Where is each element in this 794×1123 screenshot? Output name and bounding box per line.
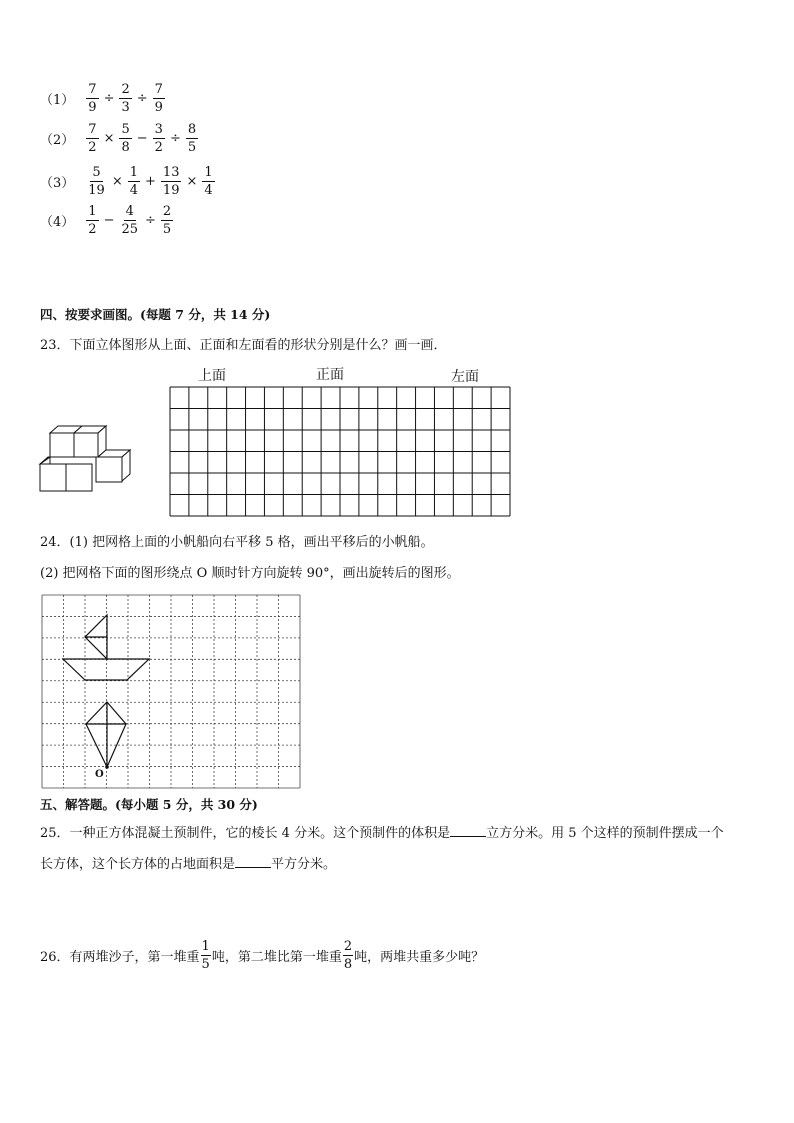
question-24-part-1: 24．(1) 把网格上面的小帆船向右平移 5 格，画出平移后的小帆船。 <box>40 535 434 550</box>
cube-front-face <box>50 433 74 457</box>
denominator: 5 <box>187 139 197 155</box>
fraction <box>128 166 140 197</box>
transform-grid <box>41 594 301 789</box>
calc-label: （3） <box>40 175 75 191</box>
cube-solid-figure <box>36 420 136 496</box>
fraction <box>119 83 131 114</box>
question-24-part-2: (2) 把网格下面的图形绕点 O 顺时针方向旋转 90°，画出旋转后的图形。 <box>40 566 460 581</box>
cube-front-face <box>40 464 66 491</box>
fraction-two-eighths: $\frac{2}{8}$ <box>343 939 353 972</box>
fraction <box>86 123 98 154</box>
numerator: 8 <box>187 121 197 137</box>
point-o-label: O <box>95 769 104 780</box>
numerator: 5 <box>92 164 101 180</box>
question-25-line-1 <box>40 822 724 841</box>
denominator: 4 <box>204 182 213 198</box>
operator: ÷ <box>136 90 148 106</box>
calc-label: （4） <box>40 214 75 230</box>
fraction-one-fifth: $\frac{1}{5}$ <box>201 939 210 972</box>
question-26-text-a: 26．有两堆沙子，第一堆重 <box>40 950 200 965</box>
fraction <box>186 123 198 154</box>
operator: ÷ <box>145 212 156 228</box>
fraction <box>153 83 165 114</box>
view-drawing-grid <box>169 386 512 517</box>
operator: − <box>136 130 148 146</box>
fraction <box>86 205 98 236</box>
cube-front-face <box>74 433 98 457</box>
operator: × <box>111 173 123 189</box>
denominator: 19 <box>88 182 105 198</box>
numerator: 1 <box>88 203 97 219</box>
denominator: 8 <box>121 139 130 155</box>
section-4-heading: 四、按要求画图。(每题 7 分，共 14 分) <box>40 307 271 322</box>
calc-expression <box>40 161 217 201</box>
fraction <box>86 83 98 114</box>
point-o-marker <box>105 765 109 769</box>
fraction <box>86 166 107 197</box>
answer-blank-volume[interactable] <box>450 836 486 837</box>
cube-front-face <box>96 457 122 482</box>
question-25-line-2 <box>40 853 336 872</box>
view-label-top: 上面 <box>198 368 226 384</box>
operator: × <box>103 130 115 146</box>
question-25-text-d: 平方分米。 <box>271 857 337 872</box>
fraction <box>202 166 214 197</box>
question-26 <box>40 940 484 971</box>
calc-label: （2） <box>40 132 75 148</box>
denominator: 9 <box>154 99 163 115</box>
numerator: 4 <box>125 203 134 219</box>
section-5-heading: 五、解答题。(每小题 5 分，共 30 分) <box>40 797 258 812</box>
view-label-front: 正面 <box>316 367 344 383</box>
calc-expression <box>40 78 167 118</box>
fraction <box>153 123 165 154</box>
denominator: 2 <box>154 139 163 155</box>
cube-front-face <box>66 464 92 491</box>
fraction <box>161 205 173 236</box>
denominator: 25 <box>121 221 139 237</box>
numerator: 7 <box>88 81 97 97</box>
denominator: 4 <box>129 182 139 198</box>
operator: × <box>186 173 198 189</box>
denominator: 19 <box>162 182 180 198</box>
fraction <box>119 123 131 154</box>
answer-blank-area[interactable] <box>235 867 271 868</box>
numerator: 7 <box>154 81 163 97</box>
view-label-left: 左面 <box>451 369 479 385</box>
numerator: 13 <box>162 164 180 180</box>
operator: ÷ <box>169 130 181 146</box>
question-23: 23．下面立体图形从上面、正面和左面看的形状分别是什么？画一画． <box>40 338 447 353</box>
question-26-text-b: 吨，第二堆比第一堆重 <box>211 950 342 965</box>
calc-expression <box>40 200 175 240</box>
fraction <box>119 205 140 236</box>
denominator: 3 <box>121 99 130 115</box>
numerator: 7 <box>88 121 97 137</box>
denominator: 2 <box>88 139 97 155</box>
fraction <box>161 166 182 197</box>
operator: ÷ <box>103 90 115 106</box>
denominator: 5 <box>162 221 172 237</box>
numerator: 1 <box>129 164 139 180</box>
question-26-text-c: 吨，两堆共重多少吨？ <box>354 950 485 965</box>
numerator: 1 <box>204 164 213 180</box>
kite-shape <box>86 702 126 767</box>
question-25-text-a: 25．一种正方体混凝土预制件，它的棱长 4 分米。这个预制件的体积是 <box>40 826 451 841</box>
sailboat-hull <box>63 659 149 680</box>
denominator: 9 <box>88 99 97 115</box>
numerator: 5 <box>121 121 130 137</box>
numerator: 2 <box>121 81 130 97</box>
denominator: 2 <box>88 221 97 237</box>
calc-label: （1） <box>40 92 75 108</box>
numerator: 3 <box>154 121 163 137</box>
calc-expression <box>40 118 200 158</box>
operator: + <box>145 173 156 189</box>
operator: − <box>103 212 115 228</box>
question-25-text-b: 立方分米。用 5 个这样的预制件摆成一个 <box>486 826 724 841</box>
numerator: 2 <box>162 203 172 219</box>
question-25-text-c: 长方体，这个长方体的占地面积是 <box>40 857 236 872</box>
